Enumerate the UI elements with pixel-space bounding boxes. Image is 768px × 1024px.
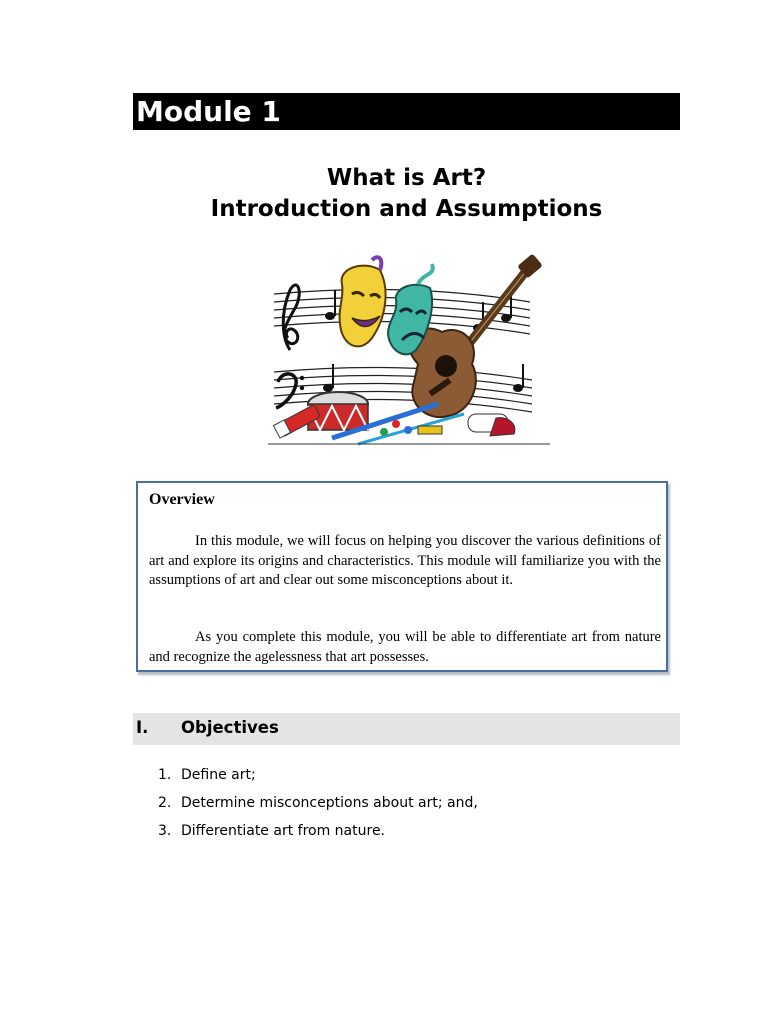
- overview-box: [136, 481, 668, 672]
- page-title-line-2: Introduction and Assumptions: [210, 196, 603, 222]
- objective-text: Differentiate art from nature.: [181, 823, 386, 839]
- objective-number: 1.: [158, 767, 172, 783]
- section-title: Objectives: [181, 718, 279, 737]
- objective-number: 2.: [158, 795, 172, 811]
- arts-collage-icon: [268, 254, 550, 446]
- section-number: I.: [136, 718, 149, 737]
- overview-paragraph-2: As you complete this module, you will be able to differentiate art from nature and recognize the agelessness that art possesses.: [149, 629, 661, 665]
- objective-number: 3.: [158, 823, 172, 839]
- objective-text: Determine misconceptions about art; and,: [181, 795, 478, 811]
- objective-text: Define art;: [181, 767, 256, 783]
- module-header-bar: [133, 93, 680, 130]
- overview-paragraph-1: In this module, we will focus on helping you discover the various definitions of art and explore its origins and characteristics. This module will familiarize you with the assumptions of art and clear out some misconceptions about it.: [149, 533, 661, 588]
- objective-item: [158, 765, 256, 785]
- objective-item: [158, 821, 385, 841]
- module-label: Module 1: [136, 95, 281, 128]
- objectives-section-header: [133, 713, 680, 745]
- objective-item: [158, 793, 478, 813]
- overview-heading: Overview: [149, 491, 215, 508]
- page-title-line-1: What is Art?: [326, 165, 487, 191]
